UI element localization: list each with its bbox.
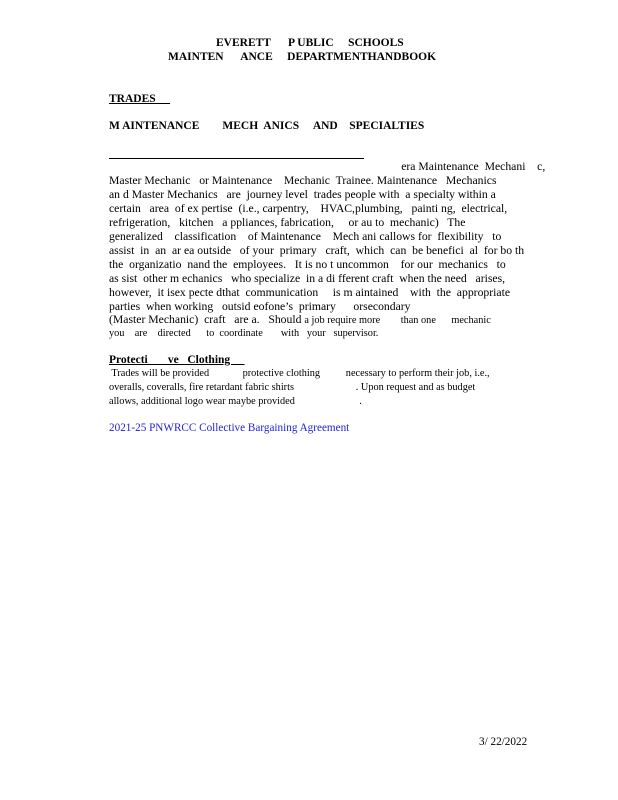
body-line-12-part-a: (Master Mechanic) craft are a. Should [109,313,305,326]
body-line-11: parties when working outsid eofone’s primary orsecondary [109,300,411,313]
section-heading-protective-clothing: Protecti ve Clothing [109,354,245,366]
header-school-name: EVERETT P UBLIC SCHOOLS [216,37,404,49]
body-line-3: an d Master Mechanics are journey level trades people with a specialty within a [109,188,496,201]
header-handbook-title: MAINTEN ANCE DEPARTMENTHANDBOOK [168,51,437,63]
section-heading-trades: TRADES [109,93,171,105]
body-line-10: however, it isex pecte dthat communication is m aintained with the appropriate [109,286,511,299]
body-line-8: the organizatio nand the employees. It is no t uncommon for our mechanics to [109,258,506,271]
protective-line-1: Trades will be provided protective clothing necessary to perform their job, i.e., [109,368,490,379]
protective-line-2: overalls, coveralls, fire retardant fabric shirts . Upon request and as budget [109,382,476,393]
body-line-12 [109,313,491,327]
body-line-9: as sist other m echanics who specialize in a di fferent craft when the need arises, [109,272,506,285]
agreement-link[interactable]: 2021-25 PNWRCC Collective Bargaining Agreement [109,422,350,434]
body-line-13: you are directed to coordinate with your supervisor. [109,328,379,339]
footer-date: 3/ 22/2022 [479,736,528,748]
body-line-12-part-b: a job require more than one mechanic [304,315,491,326]
body-line-2: Master Mechanic or Maintenance Mechanic Trainee. Maintenance Mechanics [109,174,497,187]
body-line-4: certain area of ex pertise (i.e., carpentry, HVAC,plumbing, painti ng, electrical, [109,202,508,215]
blank-rule [109,158,364,159]
protective-line-3: allows, additional logo wear maybe provided . [109,396,362,407]
body-line-1: era Maintenance Mechani c, [109,160,546,173]
body-line-7: assist in an ar ea outside of your primary craft, which can be benefici al for bo th [109,244,525,257]
section-subheading-specialties: M AINTENANCE MECH ANICS AND SPECIALTIES [109,120,425,132]
body-line-5: refrigeration, kitchen a ppliances, fabrication, or au to mechanic) The [109,216,466,229]
body-line-6: generalized classification of Maintenance Mech ani callows for flexibility to [109,230,502,243]
